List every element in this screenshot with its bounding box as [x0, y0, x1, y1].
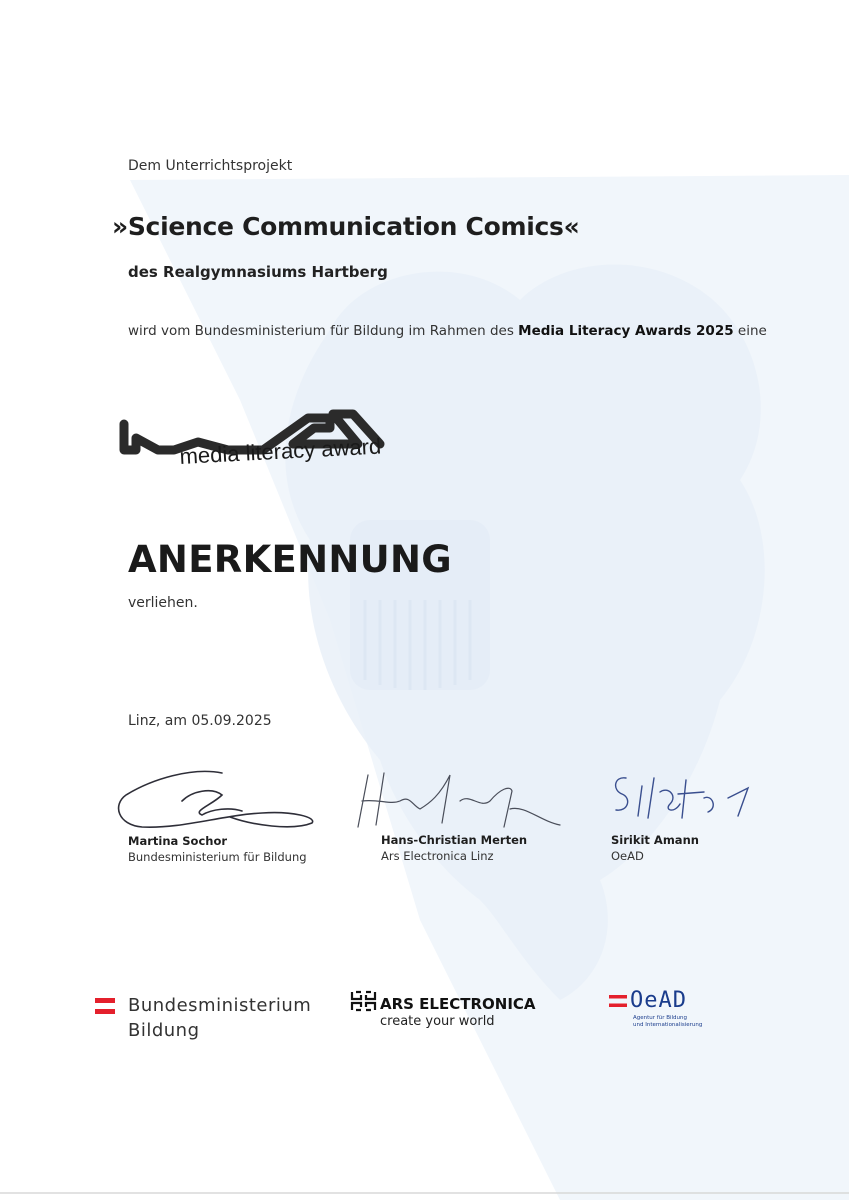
oead-sub-line-1: Agentur für Bildung — [633, 1015, 687, 1021]
project-title: »Science Communication Comics« — [112, 212, 580, 241]
signature-hans-christian-merten — [350, 765, 565, 837]
ministry-logo-text — [128, 993, 311, 1043]
award-name: Media Literacy Awards 2025 — [518, 323, 734, 339]
signatory-2-organization: Ars Electronica Linz — [381, 849, 494, 863]
sentence-prefix: wird vom Bundesministerium für Bildung im Rahmen des — [128, 323, 514, 339]
award-logo-text: media literacy award — [178, 433, 382, 469]
austria-flag-icon — [609, 995, 627, 1007]
awarded-text: verliehen. — [128, 595, 198, 611]
recognition-heading: ANERKENNUNG — [128, 538, 452, 581]
ars-electronica-name: ARS ELECTRONICA — [380, 995, 536, 1013]
award-sentence — [128, 323, 767, 339]
oead-logo-subtitle — [633, 1015, 702, 1028]
signature-martina-sochor — [112, 765, 322, 837]
signatory-1-name: Martina Sochor — [128, 834, 228, 848]
school-name: des Realgymnasiums Hartberg — [128, 263, 388, 281]
intro-text: Dem Unterrichtsprojekt — [128, 158, 293, 174]
sentence-suffix: eine — [737, 323, 767, 339]
signatory-3-organization: OeAD — [611, 849, 644, 863]
media-literacy-award-logo — [118, 404, 458, 474]
signatory-2-name: Hans-Christian Merten — [381, 833, 528, 847]
oead-sub-line-2: und Internationalisierung — [633, 1021, 703, 1028]
signature-sirikit-amann — [608, 768, 753, 828]
ministry-line-2: Bildung — [128, 1020, 200, 1041]
signatory-1-organization: Bundesministerium für Bildung — [128, 850, 307, 864]
signatory-3-name: Sirikit Amann — [611, 833, 699, 847]
oead-logo-name: OeAD — [630, 988, 687, 1013]
ars-electronica-icon — [350, 990, 377, 1012]
place-date: Linz, am 05.09.2025 — [128, 713, 272, 729]
ars-electronica-tagline: create your world — [380, 1014, 495, 1029]
ministry-line-1: Bundesministerium — [128, 995, 312, 1016]
austria-flag-icon — [95, 998, 115, 1015]
